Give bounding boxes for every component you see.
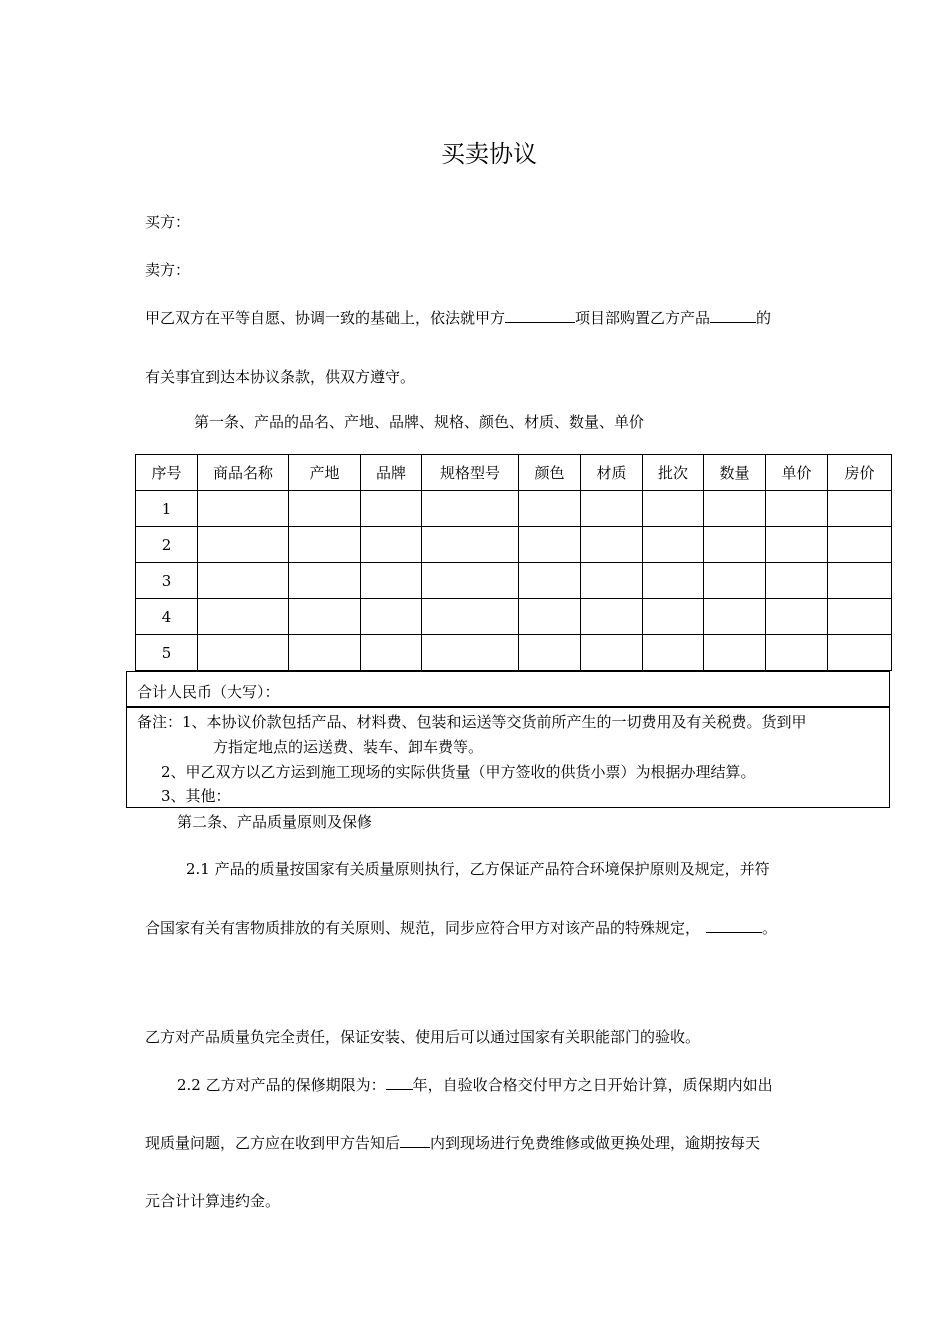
table-cell[interactable] xyxy=(704,599,766,635)
table-cell[interactable] xyxy=(766,599,828,635)
table-cell[interactable] xyxy=(581,599,643,635)
row-index: 3 xyxy=(136,563,198,599)
header-index: 序号 xyxy=(136,455,198,491)
table-cell[interactable] xyxy=(198,491,289,527)
table-cell[interactable] xyxy=(766,527,828,563)
seller-label: 卖方： xyxy=(145,261,191,279)
clause-2-2-line-2 xyxy=(145,1131,760,1153)
table-cell[interactable] xyxy=(643,527,704,563)
row-index: 4 xyxy=(136,599,198,635)
table-cell[interactable] xyxy=(198,599,289,635)
table-cell[interactable] xyxy=(766,635,828,671)
table-cell[interactable] xyxy=(828,635,892,671)
total-row xyxy=(126,671,890,707)
table-cell[interactable] xyxy=(422,563,519,599)
table-row xyxy=(136,563,892,599)
table-cell[interactable] xyxy=(643,563,704,599)
table-cell[interactable] xyxy=(581,563,643,599)
clause-2-2-line-1-b: 年，自验收合格交付甲方之日开始计算，质保期内如出 xyxy=(412,1076,773,1094)
table-cell[interactable] xyxy=(519,527,581,563)
header-house-price: 房价 xyxy=(828,455,892,491)
clause-2-2-line-2-a: 现质量问题，乙方应在收到甲方告知后 xyxy=(145,1134,401,1152)
row-index: 1 xyxy=(136,491,198,527)
warranty-years-blank[interactable] xyxy=(386,1073,413,1090)
intro-part-3: 的 xyxy=(756,309,772,327)
notes-line-1: 备注：1、本协议价款包括产品、材料费、包装和运送等交货前所产生的一切费用及有关税费。货到甲 xyxy=(137,713,807,731)
table-cell[interactable] xyxy=(643,491,704,527)
clause-2-2-line-1-a: 2.2 乙方对产品的保修期限为： xyxy=(177,1076,386,1094)
clause-2-2-line-1 xyxy=(177,1073,773,1095)
row-index: 2 xyxy=(136,527,198,563)
clause-2-1-line-2 xyxy=(145,916,777,938)
table-cell[interactable] xyxy=(361,563,422,599)
table-cell[interactable] xyxy=(361,599,422,635)
table-row xyxy=(136,635,892,671)
table-cell[interactable] xyxy=(289,527,361,563)
header-product-name: 商品名称 xyxy=(198,455,289,491)
buyer-label: 买方： xyxy=(145,213,191,231)
table-cell[interactable] xyxy=(289,491,361,527)
table-cell[interactable] xyxy=(519,635,581,671)
row-index: 5 xyxy=(136,635,198,671)
project-blank[interactable] xyxy=(505,306,575,323)
table-cell[interactable] xyxy=(704,491,766,527)
total-label: 合计人民币（大写）： xyxy=(137,683,280,701)
product-table xyxy=(135,454,892,671)
notes-line-2: 方指定地点的运送费、装车、卸车费等。 xyxy=(213,738,484,756)
intro-line-1 xyxy=(145,306,771,328)
intro-line-2: 有关事宜到达本协议条款，供双方遵守。 xyxy=(145,368,416,386)
table-cell[interactable] xyxy=(519,599,581,635)
table-cell[interactable] xyxy=(519,563,581,599)
table-cell[interactable] xyxy=(422,635,519,671)
table-cell[interactable] xyxy=(828,491,892,527)
header-unit-price: 单价 xyxy=(766,455,828,491)
header-quantity: 数量 xyxy=(704,455,766,491)
table-cell[interactable] xyxy=(643,635,704,671)
table-cell[interactable] xyxy=(198,563,289,599)
table-cell[interactable] xyxy=(828,563,892,599)
table-header-row xyxy=(136,455,892,491)
table-cell[interactable] xyxy=(361,527,422,563)
header-batch: 批次 xyxy=(643,455,704,491)
clause-2-1-line-1: 2.1 产品的质量按国家有关质量原则执行，乙方保证产品符合环境保护原则及规定，并符 xyxy=(186,860,770,878)
clause-2-1-line-2-end: 。 xyxy=(762,919,778,937)
header-spec: 规格型号 xyxy=(422,455,519,491)
table-cell[interactable] xyxy=(766,491,828,527)
table-cell[interactable] xyxy=(519,491,581,527)
table-cell[interactable] xyxy=(643,599,704,635)
article-1-heading: 第一条、产品的品名、产地、品牌、规格、颜色、材质、数量、单价 xyxy=(194,413,645,431)
table-cell[interactable] xyxy=(581,635,643,671)
table-cell[interactable] xyxy=(289,563,361,599)
table-cell[interactable] xyxy=(828,599,892,635)
table-cell[interactable] xyxy=(289,599,361,635)
table-cell[interactable] xyxy=(581,491,643,527)
table-cell[interactable] xyxy=(198,635,289,671)
header-brand: 品牌 xyxy=(361,455,422,491)
special-rule-blank[interactable] xyxy=(706,916,762,933)
table-cell[interactable] xyxy=(828,527,892,563)
table-cell[interactable] xyxy=(704,635,766,671)
clause-2-2-line-2-b: 内到现场进行免费维修或做更换处理，逾期按每天 xyxy=(430,1134,761,1152)
header-color: 颜色 xyxy=(519,455,581,491)
table-cell[interactable] xyxy=(289,635,361,671)
header-material: 材质 xyxy=(581,455,643,491)
clause-2-2-line-3: 元合计计算违约金。 xyxy=(145,1192,281,1210)
table-row xyxy=(136,527,892,563)
article-2-heading: 第二条、产品质量原则及保修 xyxy=(177,813,373,831)
product-blank[interactable] xyxy=(710,306,756,323)
table-cell[interactable] xyxy=(581,527,643,563)
header-origin: 产地 xyxy=(289,455,361,491)
table-row xyxy=(136,599,892,635)
table-cell[interactable] xyxy=(704,563,766,599)
clause-2-1-line-2-text: 合国家有关有害物质排放的有关原则、规范，同步应符合甲方对该产品的特殊规定， xyxy=(145,919,701,937)
table-cell[interactable] xyxy=(422,527,519,563)
notes-box xyxy=(126,707,890,808)
table-row xyxy=(136,491,892,527)
intro-part-1: 甲乙双方在平等自愿、协调一致的基础上，依法就甲方 xyxy=(145,309,506,327)
response-time-blank[interactable] xyxy=(400,1131,430,1148)
intro-part-2: 项目部购置乙方产品 xyxy=(575,309,711,327)
table-cell[interactable] xyxy=(198,527,289,563)
table-cell[interactable] xyxy=(361,635,422,671)
table-cell[interactable] xyxy=(704,527,766,563)
table-cell[interactable] xyxy=(766,563,828,599)
notes-line-3: 2、甲乙双方以乙方运到施工现场的实际供货量（甲方签收的供货小票）为根据办理结算。 xyxy=(161,763,756,781)
table-cell[interactable] xyxy=(361,491,422,527)
notes-line-4: 3、其他： xyxy=(161,787,231,805)
document-title: 买卖协议 xyxy=(441,140,537,168)
clause-2-1-line-3: 乙方对产品质量负完全责任，保证安装、使用后可以通过国家有关职能部门的验收。 xyxy=(145,1028,701,1046)
table-cell[interactable] xyxy=(422,599,519,635)
table-cell[interactable] xyxy=(422,491,519,527)
